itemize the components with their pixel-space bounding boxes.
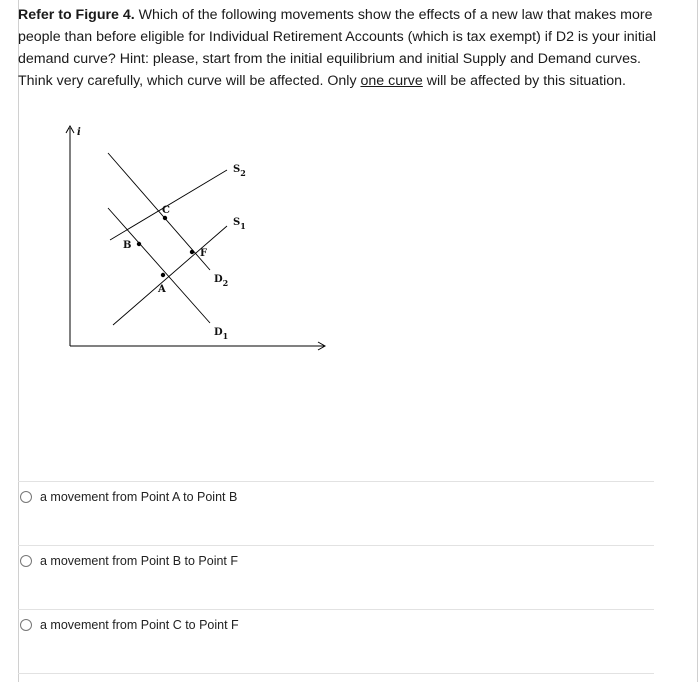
demand-curve-d1: [108, 208, 210, 323]
answer-option-a-to-b[interactable]: [18, 481, 654, 545]
option-label: a movement from Point C to Point F: [40, 618, 239, 632]
label-s2: $S_2$: [233, 164, 246, 178]
question-text: [18, 4, 658, 92]
label-d2: $D_2$: [214, 274, 229, 288]
radio-button[interactable]: [20, 555, 32, 567]
point-b: [137, 242, 141, 246]
demand-curve-d2: [108, 153, 210, 270]
figure-4: [45, 118, 345, 363]
question-underlined: one curve: [360, 73, 423, 89]
label-d1: $D_1$: [214, 327, 229, 341]
question-body-part1: Which of the following movements show the effects of a new law that makes more people than before eligible for Individual Retirement Accounts (which is tax exempt) if D2 is your initial demand curve? Hint: please, start from the initial equilibrium and initial Supply and Demand curves. Think very carefully, which curve will be affected. Only: [18, 7, 656, 89]
radio-button[interactable]: [20, 491, 32, 503]
label-c: C: [162, 205, 170, 216]
answer-option-b-to-f[interactable]: [18, 545, 654, 609]
option-label: a movement from Point B to Point F: [40, 554, 238, 568]
option-label: a movement from Point A to Point B: [40, 490, 238, 504]
divider: [18, 673, 654, 674]
radio-button[interactable]: [20, 619, 32, 631]
label-b: B: [123, 240, 132, 251]
question-body-part2: will be affected by this situation.: [422, 73, 627, 89]
y-axis-label: i: [77, 127, 81, 138]
point-a: [161, 273, 165, 277]
label-a: A: [158, 284, 166, 295]
point-c: [163, 216, 167, 220]
supply-demand-diagram: [45, 118, 345, 358]
label-s1: $S_1$: [233, 217, 246, 231]
question-lead: Refer to Figure 4.: [18, 7, 135, 23]
point-f: [190, 250, 194, 254]
answer-option-c-to-f[interactable]: [18, 609, 654, 673]
label-f: F: [200, 248, 208, 259]
